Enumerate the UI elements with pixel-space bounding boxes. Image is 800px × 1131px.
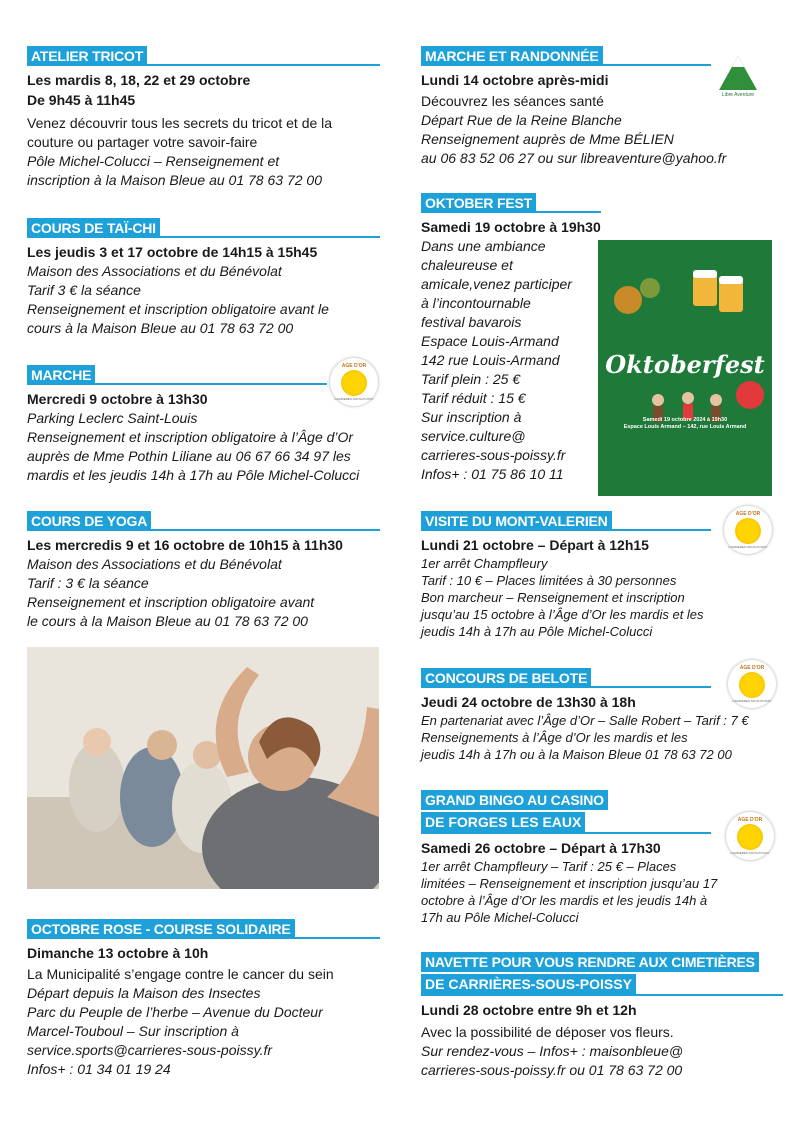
event-text: Venez découvrir tous les secrets du tricot et de la	[27, 115, 333, 131]
event-text: Tarif 3 € la séance	[27, 282, 141, 298]
event-text: Renseignement et inscription obligatoire avant le	[27, 301, 329, 317]
section-title: CONCOURS DE BELOTE	[421, 668, 591, 688]
event-text: Infos+ : 01 34 01 19 24	[27, 1061, 171, 1077]
event-text: Parking Leclerc Saint-Louis	[27, 410, 198, 426]
event-date: Samedi 19 octobre à 19h30	[421, 219, 601, 235]
event-text: Découvrez les séances santé	[421, 93, 604, 109]
section-header	[421, 44, 711, 66]
event-text: jusqu’au 15 octobre à l’Âge d’Or les mardis et les	[421, 607, 704, 622]
mountain-icon	[717, 54, 759, 98]
event-text: Renseignement et inscription obligatoire à l’Âge d’Or	[27, 429, 354, 445]
section-title-line2: DE FORGES LES EAUX	[421, 812, 585, 832]
poster-title: Oktoberfest	[605, 350, 765, 379]
event-text: Départ depuis la Maison des Insectes	[27, 985, 261, 1001]
event-text: service.sports@carrieres-sous-poissy.fr	[27, 1042, 273, 1058]
event-text: Tarif : 10 € – Places limitées à 30 personnes	[421, 573, 677, 588]
event-text: Marcel-Touboul – Sur inscription à	[27, 1023, 239, 1039]
event-text: 1er arrêt Champfleury – Tarif : 25 € – Places	[421, 859, 677, 874]
event-date: Les mercredis 9 et 16 octobre de 10h15 à 11h30	[27, 537, 343, 553]
section-title: MARCHE	[27, 365, 95, 385]
section-title: MARCHE ET RANDONNÉE	[421, 46, 603, 66]
event-text: à l’incontournable	[421, 295, 531, 311]
section-header	[421, 191, 601, 213]
section-tai-chi	[27, 216, 380, 338]
event-text: le cours à la Maison Bleue au 01 78 63 72 00	[27, 613, 308, 629]
poster-place: Espace Louis Armand – 142, rue Louis Armand	[623, 424, 747, 430]
logo-bottom-text: CARRIERES-SOUS-POISSY	[730, 851, 770, 855]
section-octobre-rose	[27, 917, 380, 1079]
event-text: Maison des Associations et du Bénévolat	[27, 263, 282, 279]
oktoberfest-poster	[598, 240, 772, 496]
section-title: OCTOBRE ROSE - COURSE SOLIDAIRE	[27, 919, 295, 939]
section-title: VISITE DU MONT-VALERIEN	[421, 511, 612, 531]
age-dor-logo	[724, 506, 772, 554]
yoga-photo-illustration	[27, 647, 379, 889]
sun-icon	[737, 824, 763, 850]
section-header	[421, 509, 711, 531]
event-text: carrieres-sous-poissy.fr	[421, 447, 566, 463]
event-text: au 06 83 52 06 27 ou sur libreaventure@yahoo.fr	[421, 150, 727, 166]
section-header	[421, 952, 783, 996]
event-text: festival bavarois	[421, 314, 522, 330]
event-text: mardis et les jeudis 14h à 17h au Pôle Michel-Colucci	[27, 467, 360, 483]
section-header	[27, 917, 380, 939]
event-text: Espace Louis-Armand	[421, 333, 559, 349]
event-text: jeudis 14h à 17h au Pôle Michel-Colucci	[421, 624, 653, 639]
event-text: Dans une ambiance	[421, 238, 546, 254]
section-grand-bingo	[421, 790, 783, 926]
section-header	[27, 216, 380, 238]
event-text: Renseignements à l’Âge d’Or les mardis et les	[421, 730, 688, 745]
section-marche	[27, 363, 380, 485]
svg-text:Libre Aventure: Libre Aventure	[721, 92, 755, 98]
event-date: Mercredi 9 octobre à 13h30	[27, 391, 208, 407]
event-date: Lundi 14 octobre après-midi	[421, 72, 609, 88]
event-text: Sur inscription à	[421, 409, 522, 425]
event-text: 1er arrêt Champfleury	[421, 556, 548, 571]
event-date: Lundi 21 octobre – Départ à 12h15	[421, 537, 649, 553]
event-text: Tarif réduit : 15 €	[421, 390, 526, 406]
event-text: 142 rue Louis-Armand	[421, 352, 560, 368]
age-dor-logo	[728, 660, 776, 708]
poster-date: Samedi 19 octobre 2024 à 19h30	[642, 417, 728, 423]
event-text: Sur rendez-vous – Infos+ : maisonbleue@	[421, 1043, 684, 1059]
event-text: limitées – Renseignement et inscription jusqu’au 17	[421, 876, 718, 891]
event-text: Bon marcheur – Renseignement et inscription	[421, 590, 685, 605]
event-text: Avec la possibilité de déposer vos fleurs.	[421, 1024, 674, 1040]
section-yoga	[27, 509, 380, 631]
event-text: inscription à la Maison Bleue au 01 78 63 72 00	[27, 172, 322, 188]
section-title: OKTOBER FEST	[421, 193, 536, 213]
event-text: octobre à l’Âge d’Or les mardis et les jeudis 14h à	[421, 893, 708, 908]
event-text: amicale,venez participer	[421, 276, 572, 292]
event-text: Maison des Associations et du Bénévolat	[27, 556, 282, 572]
event-text: auprès de Mme Pothin Liliane au 06 67 66 34 97 les	[27, 448, 351, 464]
section-header	[27, 363, 327, 385]
section-title: COURS DE YOGA	[27, 511, 151, 531]
event-text: En partenariat avec l’Âge d’Or – Salle Robert – Tarif : 7 €	[421, 713, 749, 728]
event-text: Infos+ : 01 75 86 10 11	[421, 466, 564, 482]
age-dor-logo	[330, 358, 378, 406]
sun-icon	[735, 518, 761, 544]
event-text: Tarif plein : 25 €	[421, 371, 521, 387]
event-date: Jeudi 24 octobre de 13h30 à 18h	[421, 694, 636, 710]
age-dor-logo	[726, 812, 774, 860]
section-navette-cimetieres	[421, 952, 783, 1080]
section-title: GRAND BINGO AU CASINO	[421, 790, 608, 810]
event-text: jeudis 14h à 17h ou à la Maison Bleue 01 78 63 72 00	[421, 747, 732, 762]
event-text: Pôle Michel-Colucci – Renseignement et	[27, 153, 280, 169]
logo-top-text: AGE D'OR	[735, 511, 761, 517]
event-text: La Municipalité s’engage contre le cancer du sein	[27, 966, 334, 982]
event-time: De 9h45 à 11h45	[27, 92, 136, 108]
event-text: Tarif : 3 € la séance	[27, 575, 149, 591]
section-title: NAVETTE POUR VOUS RENDRE AUX CIMETIÈRES	[421, 952, 759, 972]
logo-bottom-text: CARRIERES-SOUS-POISSY	[732, 699, 772, 703]
event-date: Les mardis 8, 18, 22 et 29 octobre	[27, 72, 251, 88]
section-title: ATELIER TRICOT	[27, 46, 147, 66]
event-text: Parc du Peuple de l’herbe – Avenue du Docteur	[27, 1004, 323, 1020]
event-text: Renseignement auprès de Mme BÉLIEN	[421, 131, 674, 147]
sun-icon	[739, 672, 765, 698]
section-header	[27, 44, 380, 66]
section-title-line2: DE CARRIÈRES-SOUS-POISSY	[421, 974, 636, 994]
logo-top-text: AGE D'OR	[341, 363, 367, 369]
event-text: couture ou partager votre savoir-faire	[27, 134, 258, 150]
section-title: COURS DE TAÏ-CHI	[27, 218, 160, 238]
logo-top-text: AGE D'OR	[737, 817, 763, 823]
event-date: Les jeudis 3 et 17 octobre de 14h15 à 15h45	[27, 244, 318, 260]
section-header	[421, 790, 711, 834]
event-date: Dimanche 13 octobre à 10h	[27, 945, 209, 961]
event-text: carrieres-sous-poissy.fr ou 01 78 63 72 00	[421, 1062, 683, 1078]
logo-bottom-text: CARRIERES-SOUS-POISSY	[728, 545, 768, 549]
sun-icon	[341, 370, 367, 396]
yoga-photo	[27, 647, 379, 889]
section-header	[27, 509, 380, 531]
logo-top-text: AGE D'OR	[739, 665, 765, 671]
section-atelier-tricot	[27, 44, 380, 190]
poster-details	[598, 417, 772, 431]
libre-aventure-logo	[717, 54, 759, 98]
event-text: Départ Rue de la Reine Blanche	[421, 112, 622, 128]
event-text: Renseignement et inscription obligatoire avant	[27, 594, 315, 610]
event-date: Lundi 28 octobre entre 9h et 12h	[421, 1002, 637, 1018]
section-header	[421, 666, 711, 688]
logo-bottom-text: CARRIERES-SOUS-POISSY	[334, 397, 374, 401]
event-date: Samedi 26 octobre – Départ à 17h30	[421, 840, 661, 856]
event-text: 17h au Pôle Michel-Colucci	[421, 910, 579, 925]
event-text: chaleureuse et	[421, 257, 513, 273]
event-text: cours à la Maison Bleue au 01 78 63 72 00	[27, 320, 294, 336]
event-text: service.culture@	[421, 428, 526, 444]
